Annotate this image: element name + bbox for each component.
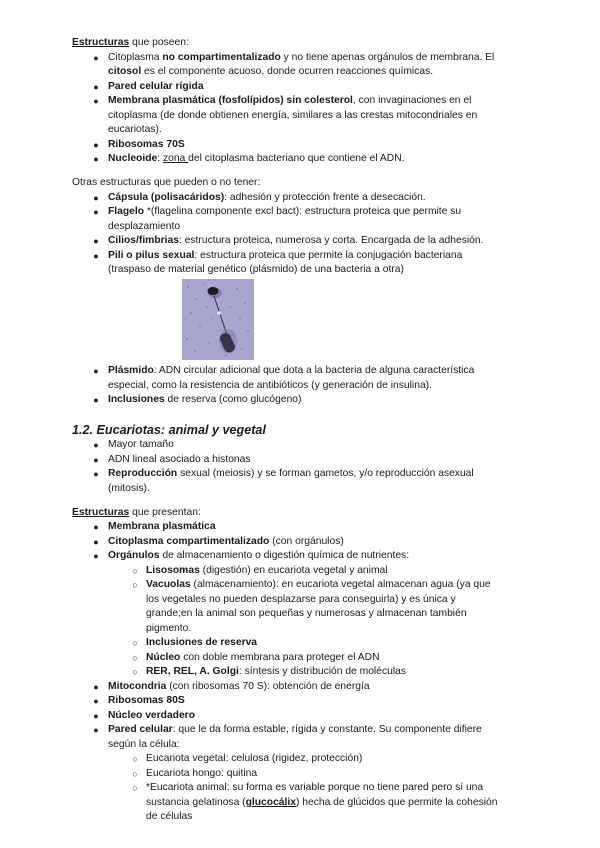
list-item: Membrana plasmática (fosfolípidos) sin colesterol, con invaginaciones en el xyxy=(108,95,472,106)
bullet-icon: ● xyxy=(93,537,99,547)
bullet-icon: ○ xyxy=(132,638,138,648)
list-item: Citoplasma compartimentalizado (con orgánulos) xyxy=(108,536,344,547)
bullet-icon: ● xyxy=(93,236,99,246)
list-item: Pili o pilus sexual: estructura proteica que permite la conjugación bacteriana xyxy=(108,250,463,261)
bullet-icon: ● xyxy=(93,53,99,63)
list-item-cont: (traspaso de material genético (plásmido) de una bacteria a otra) xyxy=(108,264,404,275)
list-item: Pared celular: que le da forma estable, rígida y constante. Su componente difiere xyxy=(108,724,482,735)
list-item: Orgánulos de almacenamiento o digestión química de nutrientes: xyxy=(108,550,410,561)
section-title: 1.2. Eucariotas: animal y vegetal xyxy=(72,423,266,437)
sub-item: Eucariota hongo: quitina xyxy=(146,768,258,779)
sub-item: RER, REL, A. Golgi: síntesis y distribución de moléculas xyxy=(146,666,406,677)
bullet-icon: ● xyxy=(93,469,99,479)
sub-item: Vacuolas (almacenamiento): en eucariota vegetal almacenan agua (ya que xyxy=(146,579,491,590)
list-item-cont: citoplasma (de donde obtienen energía, similares a las crestas mitocondriales en xyxy=(108,110,478,121)
bullet-icon: ○ xyxy=(132,580,138,590)
bullet-icon: ● xyxy=(93,96,99,106)
list-item-cont: eucariotas). xyxy=(108,124,162,135)
list-item-cont: especial, como la resistencia de antibióticos (y generación de insulina). xyxy=(108,380,432,391)
list-item: Plásmido: ADN circular adicional que dota a la bacteria de alguna característica xyxy=(108,365,475,376)
conjugation-micrograph xyxy=(182,279,254,360)
bullet-icon: ● xyxy=(93,696,99,706)
sub-item-cont: los vegetales no pueden desplazarse para conseguirla) y es única y xyxy=(146,594,456,605)
other-structures-heading: Otras estructuras que pueden o no tener: xyxy=(72,177,261,188)
bullet-icon: ● xyxy=(93,725,99,735)
bullet-icon: ● xyxy=(93,251,99,261)
sub-item-cont: sustancia gelatinosa (glucocálix) hecha de glúcidos que permite la cohesión xyxy=(146,797,498,808)
sub-item: Lisosomas (digestión) en eucariota vegetal y animal xyxy=(146,565,388,576)
list-item-cont: desplazamiento xyxy=(108,221,181,232)
list-item: Reproducción sexual (meiosis) y se forman gametos, y/o reproducción asexual xyxy=(108,468,474,479)
list-item: Ribosomas 80S xyxy=(108,695,185,706)
bullet-icon: ○ xyxy=(132,667,138,677)
list-item: Mitocondria (con ribosomas 70 S): obtención de energía xyxy=(108,681,370,692)
bullet-icon: ● xyxy=(93,366,99,376)
bullet-icon: ○ xyxy=(132,653,138,663)
list-item: Citoplasma no compartimentalizado y no tiene apenas orgánulos de membrana. El xyxy=(108,52,495,63)
bullet-icon: ○ xyxy=(132,783,138,793)
bullet-icon: ● xyxy=(93,711,99,721)
bullet-icon: ● xyxy=(93,207,99,217)
bullet-icon: ● xyxy=(93,82,99,92)
structures-heading-2: Estructuras que presentan: xyxy=(72,507,201,518)
sub-item-cont: de células xyxy=(146,811,193,822)
sub-item-cont: pigmento. xyxy=(146,623,192,634)
bullet-icon: ○ xyxy=(132,754,138,764)
list-item: Cápsula (polisacáridos): adhesión y protección frente a desecación. xyxy=(108,192,426,203)
sub-item: Inclusiones de reserva xyxy=(146,637,258,648)
bullet-icon: ● xyxy=(93,551,99,561)
bullet-icon: ○ xyxy=(132,769,138,779)
list-item-cont: (mitosis). xyxy=(108,483,150,494)
bullet-icon: ● xyxy=(93,682,99,692)
list-item: Cilios/fimbrias: estructura proteica, numerosa y corta. Encargada de la adhesión. xyxy=(108,235,484,246)
sub-item: Eucariota vegetal: celulosa (rigidez, protección) xyxy=(146,753,363,764)
bullet-icon: ● xyxy=(93,140,99,150)
sub-item-cont: grande;en la animal son pequeñas y numerosas y almacenan también xyxy=(146,608,467,619)
list-item: Mayor tamaño xyxy=(108,439,174,450)
micrograph-image xyxy=(182,279,254,360)
list-item: Ribosomas 70S xyxy=(108,139,185,150)
list-item: Flagelo *(flagelina componente excl bact): estructura proteica que permite su xyxy=(108,206,462,217)
bullet-icon: ● xyxy=(93,440,99,450)
list-item: Nucleoide: zona del citoplasma bacteriano que contiene el ADN. xyxy=(108,153,405,164)
list-item: Membrana plasmática xyxy=(108,521,216,532)
bullet-icon: ● xyxy=(93,154,99,164)
list-item: ADN lineal asociado a histonas xyxy=(108,454,251,465)
structures-heading: Estructuras que poseen: xyxy=(72,37,189,48)
list-item-cont: según la célula: xyxy=(108,739,180,750)
bullet-icon: ○ xyxy=(132,566,138,576)
list-item: Inclusiones de reserva (como glucógeno) xyxy=(108,394,302,405)
list-item-cont: citosol es el componente acuoso, donde ocurren reacciones químicas. xyxy=(108,66,434,77)
bullet-icon: ● xyxy=(93,193,99,203)
sub-item: Núcleo con doble membrana para proteger el ADN xyxy=(146,652,380,663)
list-item: Pared celular rígida xyxy=(108,81,204,92)
list-item: Núcleo verdadero xyxy=(108,710,195,721)
bullet-icon: ● xyxy=(93,395,99,405)
bullet-icon: ● xyxy=(93,455,99,465)
bullet-icon: ● xyxy=(93,522,99,532)
sub-item: *Eucariota animal: su forma es variable porque no tiene pared pero sí una xyxy=(146,782,484,793)
